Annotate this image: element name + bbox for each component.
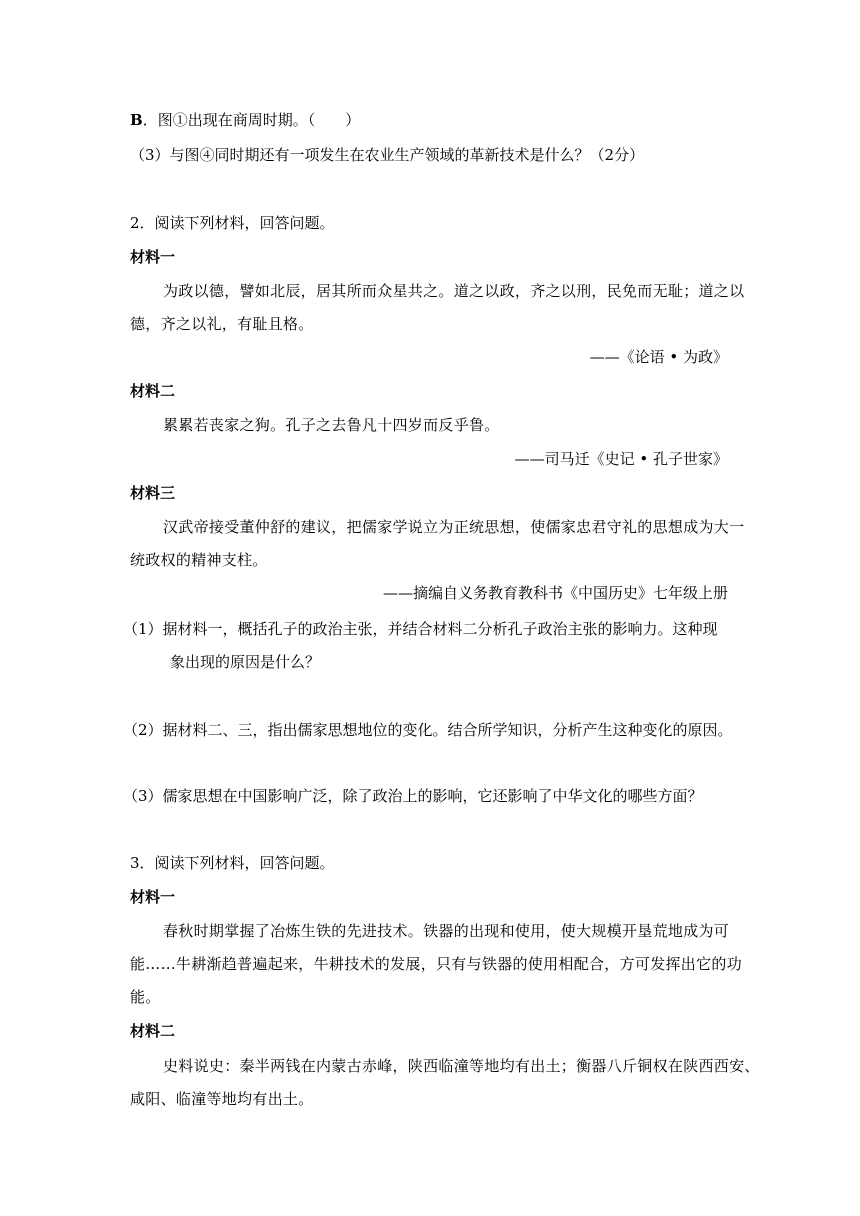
- q3-material-2-text-cont: 咸阳、临潼等地均有出土。: [130, 1090, 314, 1108]
- q1-sub3: （3）与图④同时期还有一项发生在农业生产领域的革新技术是什么？（2分）: [130, 146, 645, 164]
- q3-material-1-text: 春秋时期掌握了冶炼生铁的先进技术。铁器的出现和使用，使大规模开垦荒地成为可: [163, 922, 730, 940]
- q3-material-2-label: 材料二: [130, 1022, 176, 1040]
- q2-sub1: （1）据材料一，概括孔子的政治主张，并结合材料二分析孔子政治主张的影响力。这种现: [123, 620, 718, 638]
- q2-material-1-text-cont: 德，齐之以礼，有耻且格。: [130, 315, 314, 333]
- q2-material-2-label: 材料二: [130, 382, 176, 400]
- q2-sub3: （3）儒家思想在中国影响广泛，除了政治上的影响，它还影响了中华文化的哪些方面？: [123, 787, 703, 805]
- q2-material-1-text: 为政以德，譬如北辰，居其所而众星共之。道之以政，齐之以刑，民免而无耻；道之以: [163, 282, 745, 300]
- option-b-label: B: [130, 111, 143, 129]
- q2-material-3-text: 汉武帝接受董仲舒的建议，把儒家学说立为正统思想，使儒家忠君守礼的思想成为大一: [163, 518, 745, 536]
- q2-sub1-cont: 象出现的原因是什么？: [170, 653, 321, 671]
- q3-material-1-text-end: 能。: [130, 988, 161, 1006]
- q2-material-3-label: 材料三: [130, 484, 176, 502]
- q3-material-1-label: 材料一: [130, 888, 176, 906]
- q2-sub2: （2）据材料二、三，指出儒家思想地位的变化。结合所学知识，分析产生这种变化的原因。: [123, 721, 733, 739]
- q3-material-2-text: 史料说史：秦半两钱在内蒙古赤峰，陕西临潼等地均有出土；衡器八斤铜权在陕西西安、: [163, 1057, 760, 1075]
- q2-material-1-source: ——《论语 • 为政》: [589, 348, 728, 366]
- option-b: [130, 110, 360, 130]
- q2-material-2-source: ——司马迁《史记 • 孔子世家》: [514, 450, 728, 468]
- q3-title: 3．阅读下列材料，回答问题。: [130, 854, 335, 872]
- q3-material-1-text-cont: 能……牛耕渐趋普遍起来，牛耕技术的发展，只有与铁器的使用相配合，方可发挥出它的功: [130, 955, 743, 973]
- q2-material-2-text: 累累若丧家之狗。孔子之去鲁凡十四岁而反乎鲁。: [163, 416, 500, 434]
- q2-material-3-source: ——摘编自义务教育教科书《中国历史》七年级上册: [382, 584, 728, 602]
- option-b-text: ．图①出现在商周时期。（ ）: [142, 111, 361, 129]
- q2-title: 2．阅读下列材料，回答问题。: [130, 214, 335, 232]
- q2-material-3-text-cont: 统政权的精神支柱。: [130, 551, 268, 569]
- q2-material-1-label: 材料一: [130, 248, 176, 266]
